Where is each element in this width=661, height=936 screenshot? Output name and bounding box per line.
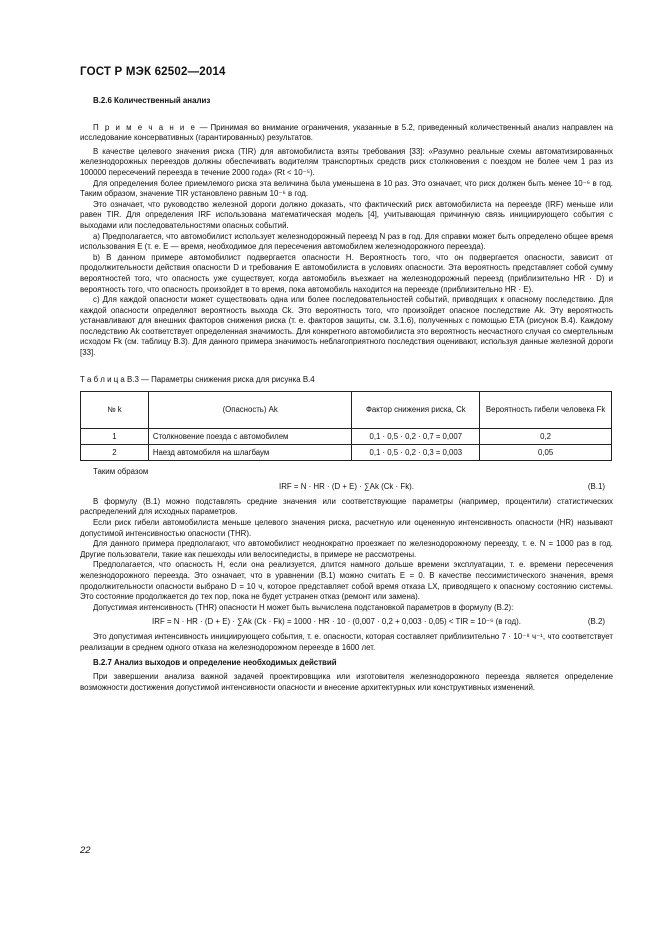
formula-b2-number: (B.2) — [587, 617, 605, 627]
page-header: ГОСТ Р МЭК 62502—2014 — [80, 66, 226, 78]
table-header-cell: № k — [81, 392, 149, 429]
paragraph-acceptable-risk: Для определения более приемлемого риска эта величина была уменьшена в 10 раз. Это означает, что риск должен быть менее 10⁻⁶ в год. Таким образом, значение TIR установлено равным 10⁻⁶ в год. — [80, 178, 613, 199]
table-header-cell: Фактор снижения риска, Ck — [352, 392, 480, 429]
page-content — [80, 92, 613, 693]
formula-lead: Таким образом — [93, 467, 149, 477]
table-cell: Столкновение поезда с автомобилем — [148, 429, 352, 445]
paragraph-example-n: Для данного примера предполагают, что автомобилист неоднократно проезжает по железнодорожному переезду, т. е. N = 1000 раз в год. Другие пользователи, такие как пешеходы или велосипедисты, в примере не рассмотрены. — [80, 539, 613, 559]
formula-b2-expression: IRF = N · HR · (D + E) · ∑Ak (Ck · Fk) = 1000 · HR · 10 · (0,007 · 0,2 + 0,003 · 0,05) < TIR = 10⁻⁶ (в год). — [152, 617, 521, 627]
note-paragraph — [80, 123, 613, 144]
table-caption: Т а б л и ц а B.3 — Параметры снижения риска для рисунка B.4 — [80, 374, 315, 384]
section-title-b26: B.2.6 Количественный анализ — [93, 96, 211, 105]
paragraph-irf: Это означает, что руководство железной дороги должно доказать, что фактический риск автомобилиста на переезде (IRF) меньше или равен TIR. Для определения IRF использована математическая модель [4], учитывающая причинную связь инициирующего события с выходами или последовательностями опасных событий. — [80, 199, 613, 230]
table-cell: Наезд автомобиля на шлагбаум — [148, 445, 352, 461]
table-header-row — [81, 392, 612, 429]
note-text: — Принимая во внимание ограничения, указанные в 5.2, приведенный количественный анализ направлен на исследование консервативных (гарантированных) результатов. — [80, 122, 613, 143]
table-cell: 0,05 — [480, 445, 612, 461]
paragraph-hazard-duration: Предполагается, что опасность H, если она реализуется, длится намного дольше времени эксплуатации, т. е. времени пересечения железнодорожного переезда. Это означает, что в уравнении (B.1) можно считать E = 0. В качестве пессимистического значения, время продолжительности опасности выбрано D = 10 ч, которое представляет собой время отказа LX, приводящего к опасному состоянию системы. Это состояние продолжается до тех пор, пока не будет устранен отказ (ремонт или замена). — [80, 560, 613, 602]
paragraph-target-risk: В качестве целевого значения риска (TIR) для автомобилиста взяты требования [33]: «Разумно реальные схемы автоматизированных железнодорожных переездов должны обеспечивать водителям транспортных средств риск столкновения с поездом не более чем 1 раз из 100000 пересечений переезда в течение 2000 года» (Rt < 10⁻⁵). — [80, 146, 613, 177]
table-cell: 0,1 · 0,5 · 0,2 · 0,7 = 0,007 — [352, 429, 480, 445]
formula-b1-number: (B.1) — [587, 481, 605, 491]
section-title-b27: B.2.7 Анализ выходов и определение необходимых действий — [93, 657, 337, 667]
table-header-cell: Вероятность гибели человека Fk — [480, 392, 612, 429]
paragraph-thr-formula: Допустимая интенсивность (THR) опасности H может быть вычислена подстановкой параметров в формулу (B.2): — [93, 602, 514, 612]
table-cell: 2 — [81, 445, 149, 461]
paragraph-item-b: b) В данном примере автомобилист подвергается опасности H. Вероятность того, что он подвергается опасности, зависит от продолжительности действия опасности D и требования E автомобилиста в условиях опасности. Эта вероятность представляет собой сумму вероятностей того, что опасность уже существует, когда автомобиль въезжает на железнодорожный переезд (приблизительно HR · D) и вероятность того, что опасность произойдет в то время, пока автомобиль находится на переезде (приблизительно HR · E). — [80, 252, 613, 294]
table-header-cell: (Опасность) Ak — [148, 392, 352, 429]
paragraph-substitution: В формулу (B.1) можно подставлять средние значения или соответствующие параметры (например, процентили) статистических распределений для исходных параметров. — [80, 496, 613, 517]
formula-b1 — [80, 479, 613, 496]
table-row — [81, 429, 612, 445]
parameters-table — [80, 391, 612, 461]
table-cell: 0,2 — [480, 429, 612, 445]
table-cell: 1 — [81, 429, 149, 445]
note-label: П р и м е ч а н и е — [93, 122, 197, 132]
table-row — [81, 445, 612, 461]
paragraph-thr: Если риск гибели автомобилиста меньше целевого значения риска, расчетную или оцененную интенсивность опасности (HR) называют допустимой интенсивностью опасности (THR). — [80, 518, 613, 538]
formula-b1-expression: IRF = N · HR · (D + E) · ∑Ak (Ck · Fk). — [279, 481, 414, 491]
table-cell: 0,1 · 0,5 · 0,2 · 0,3 = 0,003 — [352, 445, 480, 461]
paragraph-item-c: c) Для каждой опасности может существовать одна или более последовательностей событий, приводящих к опасному последствию. Для каждой опасности определяют вероятность выхода Ck. Это вероятность того, что произойдет опасное последствие Ak. Эту вероятность устанавливают для внешних факторов снижения риска (т. е. факторов защиты, см. 3.1.6), полученных с помощью ETA (рисунок B.4). Каждому последствию Ak соответствует определенная значимость. Для конкретного автомобилиста это вероятность несчастного случая со смертельным исходом Fk (см. таблицу B.3). Для данного примера значимость неблагоприятного последствия оценивают, используя данные железной дороги [33]. — [80, 295, 613, 358]
formula-b2 — [80, 614, 613, 631]
paragraph-thr-result: Это допустимая интенсивность инициирующего события, т. е. опасности, которая составляет приблизительно 7 · 10⁻⁸ ч⁻¹, что соответствует реализации в среднем одного отказа на железнодорожном переезде в 1600 лет. — [80, 632, 613, 652]
page-number: 22 — [80, 845, 91, 856]
paragraph-item-a: a) Предполагается, что автомобилист использует железнодорожный переезд N раз в год. Для справки может быть определено общее время использования E (т. е. E — время, необходимое для пересечения автомобилем железнодорожного переезда). — [80, 231, 613, 252]
paragraph-conclusion: При завершении анализа важной задачей проектировщика или изготовителя железнодорожного переезда является определение возможности достижения допустимой интенсивности опасности и внесение архитектурных или конструктивных изменений. — [80, 672, 613, 692]
